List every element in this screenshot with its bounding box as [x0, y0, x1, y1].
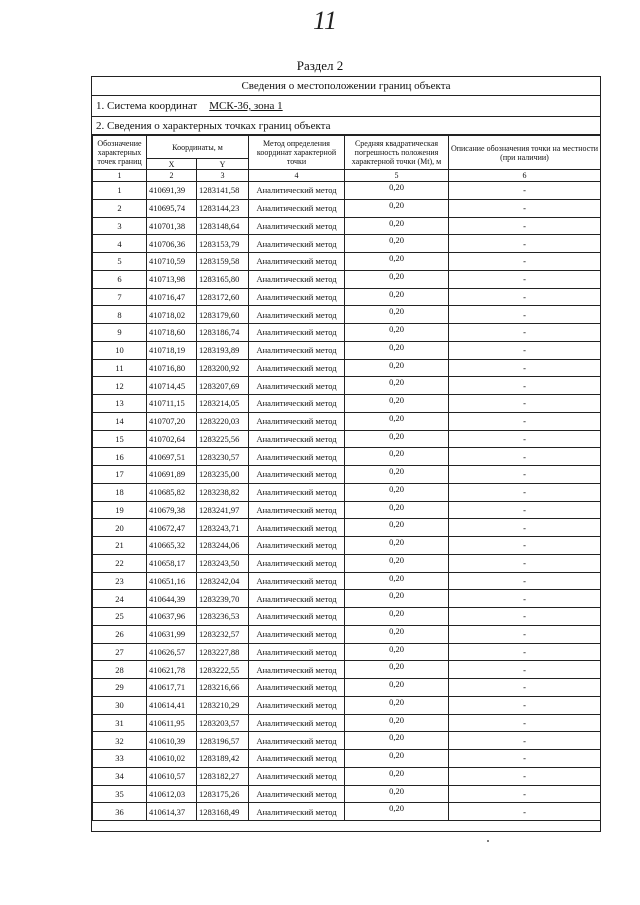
table-row	[93, 750, 601, 768]
x-coordinate-cell: 410679,38	[147, 501, 197, 519]
error-cell: 0,20	[345, 235, 449, 253]
table-row	[93, 767, 601, 785]
method-cell: Аналитический метод	[249, 750, 345, 768]
col-header-coordinates: Координаты, м	[147, 136, 249, 159]
description-cell: -	[449, 235, 601, 253]
y-coordinate-cell: 1283153,79	[197, 235, 249, 253]
table-row	[93, 395, 601, 413]
method-cell: Аналитический метод	[249, 253, 345, 271]
table-row	[93, 430, 601, 448]
coordinate-system-label: 1. Система координат	[96, 100, 198, 112]
method-cell: Аналитический метод	[249, 270, 345, 288]
point-number-cell: 6	[93, 270, 147, 288]
description-cell: -	[449, 537, 601, 555]
error-cell: 0,20	[345, 182, 449, 200]
x-coordinate-cell: 410651,16	[147, 572, 197, 590]
table-row	[93, 412, 601, 430]
col-header-method: Метод определения координат характерной точки	[249, 136, 345, 170]
method-cell: Аналитический метод	[249, 448, 345, 466]
error-cell: 0,20	[345, 625, 449, 643]
y-coordinate-cell: 1283189,42	[197, 750, 249, 768]
description-cell: -	[449, 341, 601, 359]
table-row	[93, 608, 601, 626]
x-coordinate-cell: 410713,98	[147, 270, 197, 288]
error-cell: 0,20	[345, 466, 449, 484]
y-coordinate-cell: 1283243,71	[197, 519, 249, 537]
point-number-cell: 16	[93, 448, 147, 466]
column-number: 2	[147, 170, 197, 182]
x-coordinate-cell: 410718,60	[147, 324, 197, 342]
boundary-points-table	[92, 135, 601, 821]
method-cell: Аналитический метод	[249, 430, 345, 448]
method-cell: Аналитический метод	[249, 359, 345, 377]
method-cell: Аналитический метод	[249, 537, 345, 555]
description-cell: -	[449, 554, 601, 572]
table-row	[93, 199, 601, 217]
y-coordinate-cell: 1283141,58	[197, 182, 249, 200]
x-coordinate-cell: 410631,99	[147, 625, 197, 643]
table-row	[93, 537, 601, 555]
method-cell: Аналитический метод	[249, 519, 345, 537]
col-header-y: Y	[197, 159, 249, 170]
x-coordinate-cell: 410617,71	[147, 679, 197, 697]
y-coordinate-cell: 1283220,03	[197, 412, 249, 430]
table-row	[93, 182, 601, 200]
description-cell: -	[449, 608, 601, 626]
error-cell: 0,20	[345, 803, 449, 821]
error-cell: 0,20	[345, 785, 449, 803]
table-body	[93, 182, 601, 821]
method-cell: Аналитический метод	[249, 306, 345, 324]
error-cell: 0,20	[345, 661, 449, 679]
description-cell: -	[449, 306, 601, 324]
x-coordinate-cell: 410701,38	[147, 217, 197, 235]
description-cell: -	[449, 785, 601, 803]
method-cell: Аналитический метод	[249, 554, 345, 572]
y-coordinate-cell: 1283179,60	[197, 306, 249, 324]
description-cell: -	[449, 501, 601, 519]
point-number-cell: 35	[93, 785, 147, 803]
x-coordinate-cell: 410612,03	[147, 785, 197, 803]
x-coordinate-cell: 410711,15	[147, 395, 197, 413]
x-coordinate-cell: 410707,20	[147, 412, 197, 430]
point-number-cell: 28	[93, 661, 147, 679]
error-cell: 0,20	[345, 643, 449, 661]
y-coordinate-cell: 1283214,05	[197, 395, 249, 413]
column-number: 6	[449, 170, 601, 182]
table-row	[93, 679, 601, 697]
x-coordinate-cell: 410644,39	[147, 590, 197, 608]
y-coordinate-cell: 1283144,23	[197, 199, 249, 217]
table-row	[93, 732, 601, 750]
error-cell: 0,20	[345, 306, 449, 324]
x-coordinate-cell: 410714,45	[147, 377, 197, 395]
y-coordinate-cell: 1283193,89	[197, 341, 249, 359]
point-number-cell: 34	[93, 767, 147, 785]
y-coordinate-cell: 1283244,06	[197, 537, 249, 555]
point-number-cell: 36	[93, 803, 147, 821]
x-coordinate-cell: 410610,02	[147, 750, 197, 768]
error-cell: 0,20	[345, 767, 449, 785]
method-cell: Аналитический метод	[249, 608, 345, 626]
description-cell: -	[449, 430, 601, 448]
error-cell: 0,20	[345, 572, 449, 590]
x-coordinate-cell: 410691,89	[147, 466, 197, 484]
method-cell: Аналитический метод	[249, 679, 345, 697]
y-coordinate-cell: 1283210,29	[197, 696, 249, 714]
point-number-cell: 19	[93, 501, 147, 519]
method-cell: Аналитический метод	[249, 572, 345, 590]
method-cell: Аналитический метод	[249, 483, 345, 501]
coordinate-system-row	[92, 96, 600, 117]
col-header-designation: Обозначение характерных точек границ	[93, 136, 147, 170]
point-number-cell: 31	[93, 714, 147, 732]
description-cell: -	[449, 359, 601, 377]
section-title: Раздел 2	[296, 58, 344, 73]
description-cell: -	[449, 377, 601, 395]
column-number: 3	[197, 170, 249, 182]
point-number-cell: 5	[93, 253, 147, 271]
y-coordinate-cell: 1283242,04	[197, 572, 249, 590]
error-cell: 0,20	[345, 679, 449, 697]
table-row	[93, 590, 601, 608]
point-number-cell: 22	[93, 554, 147, 572]
point-number-cell: 3	[93, 217, 147, 235]
error-cell: 0,20	[345, 324, 449, 342]
error-cell: 0,20	[345, 608, 449, 626]
point-number-cell: 1	[93, 182, 147, 200]
point-number-cell: 14	[93, 412, 147, 430]
col-header-description: Описание обозначения точки на местности (при наличии)	[449, 136, 601, 170]
description-cell: -	[449, 448, 601, 466]
table-row	[93, 661, 601, 679]
table-row	[93, 785, 601, 803]
error-cell: 0,20	[345, 554, 449, 572]
x-coordinate-cell: 410610,57	[147, 767, 197, 785]
y-coordinate-cell: 1283175,26	[197, 785, 249, 803]
point-number-cell: 26	[93, 625, 147, 643]
method-cell: Аналитический метод	[249, 377, 345, 395]
y-coordinate-cell: 1283241,97	[197, 501, 249, 519]
error-cell: 0,20	[345, 217, 449, 235]
description-cell: -	[449, 270, 601, 288]
y-coordinate-cell: 1283148,64	[197, 217, 249, 235]
method-cell: Аналитический метод	[249, 732, 345, 750]
method-cell: Аналитический метод	[249, 643, 345, 661]
x-coordinate-cell: 410710,59	[147, 253, 197, 271]
x-coordinate-cell: 410621,78	[147, 661, 197, 679]
table-row	[93, 288, 601, 306]
method-cell: Аналитический метод	[249, 217, 345, 235]
description-cell: -	[449, 625, 601, 643]
x-coordinate-cell: 410626,57	[147, 643, 197, 661]
error-cell: 0,20	[345, 199, 449, 217]
point-number-cell: 20	[93, 519, 147, 537]
table-row	[93, 217, 601, 235]
y-coordinate-cell: 1283225,56	[197, 430, 249, 448]
method-cell: Аналитический метод	[249, 466, 345, 484]
table-row	[93, 483, 601, 501]
boundary-points-table-frame	[91, 76, 601, 832]
column-number: 4	[249, 170, 345, 182]
description-cell: -	[449, 714, 601, 732]
x-coordinate-cell: 410702,64	[147, 430, 197, 448]
x-coordinate-cell: 410610,39	[147, 732, 197, 750]
x-coordinate-cell: 410665,32	[147, 537, 197, 555]
point-number-cell: 12	[93, 377, 147, 395]
error-cell: 0,20	[345, 537, 449, 555]
table-row	[93, 554, 601, 572]
point-number-cell: 32	[93, 732, 147, 750]
table-row	[93, 377, 601, 395]
method-cell: Аналитический метод	[249, 324, 345, 342]
error-cell: 0,20	[345, 448, 449, 466]
description-cell: -	[449, 483, 601, 501]
point-number-cell: 2	[93, 199, 147, 217]
description-cell: -	[449, 324, 601, 342]
description-cell: -	[449, 750, 601, 768]
description-cell: -	[449, 288, 601, 306]
method-cell: Аналитический метод	[249, 767, 345, 785]
description-cell: -	[449, 732, 601, 750]
coordinate-system-value: МСК-36, зона 1	[209, 100, 283, 112]
x-coordinate-cell: 410716,47	[147, 288, 197, 306]
method-cell: Аналитический метод	[249, 714, 345, 732]
y-coordinate-cell: 1283232,57	[197, 625, 249, 643]
x-coordinate-cell: 410658,17	[147, 554, 197, 572]
error-cell: 0,20	[345, 483, 449, 501]
point-number-cell: 15	[93, 430, 147, 448]
error-cell: 0,20	[345, 270, 449, 288]
description-cell: -	[449, 590, 601, 608]
table-row	[93, 643, 601, 661]
scan-speck	[487, 840, 489, 842]
y-coordinate-cell: 1283203,57	[197, 714, 249, 732]
point-number-cell: 9	[93, 324, 147, 342]
table-row	[93, 519, 601, 537]
x-coordinate-cell: 410697,51	[147, 448, 197, 466]
error-cell: 0,20	[345, 253, 449, 271]
method-cell: Аналитический метод	[249, 288, 345, 306]
error-cell: 0,20	[345, 430, 449, 448]
point-number-cell: 13	[93, 395, 147, 413]
table-row	[93, 253, 601, 271]
y-coordinate-cell: 1283200,92	[197, 359, 249, 377]
x-coordinate-cell: 410672,47	[147, 519, 197, 537]
y-coordinate-cell: 1283238,82	[197, 483, 249, 501]
point-number-cell: 10	[93, 341, 147, 359]
x-coordinate-cell: 410691,39	[147, 182, 197, 200]
point-number-cell: 27	[93, 643, 147, 661]
description-cell: -	[449, 572, 601, 590]
description-cell: -	[449, 199, 601, 217]
y-coordinate-cell: 1283172,60	[197, 288, 249, 306]
y-coordinate-cell: 1283182,27	[197, 767, 249, 785]
col-header-x: X	[147, 159, 197, 170]
error-cell: 0,20	[345, 412, 449, 430]
description-cell: -	[449, 466, 601, 484]
point-number-cell: 17	[93, 466, 147, 484]
point-number-cell: 4	[93, 235, 147, 253]
error-cell: 0,20	[345, 377, 449, 395]
method-cell: Аналитический метод	[249, 625, 345, 643]
x-coordinate-cell: 410685,82	[147, 483, 197, 501]
method-cell: Аналитический метод	[249, 412, 345, 430]
x-coordinate-cell: 410718,19	[147, 341, 197, 359]
error-cell: 0,20	[345, 341, 449, 359]
method-cell: Аналитический метод	[249, 501, 345, 519]
point-number-cell: 24	[93, 590, 147, 608]
method-cell: Аналитический метод	[249, 182, 345, 200]
point-number-cell: 21	[93, 537, 147, 555]
column-numbers-row	[93, 170, 601, 182]
x-coordinate-cell: 410637,96	[147, 608, 197, 626]
error-cell: 0,20	[345, 714, 449, 732]
table-row	[93, 714, 601, 732]
error-cell: 0,20	[345, 732, 449, 750]
method-cell: Аналитический метод	[249, 785, 345, 803]
y-coordinate-cell: 1283236,53	[197, 608, 249, 626]
column-number: 1	[93, 170, 147, 182]
x-coordinate-cell: 410614,37	[147, 803, 197, 821]
y-coordinate-cell: 1283230,57	[197, 448, 249, 466]
table-row	[93, 572, 601, 590]
point-number-cell: 25	[93, 608, 147, 626]
x-coordinate-cell: 410716,80	[147, 359, 197, 377]
error-cell: 0,20	[345, 359, 449, 377]
description-cell: -	[449, 696, 601, 714]
method-cell: Аналитический метод	[249, 803, 345, 821]
description-cell: -	[449, 519, 601, 537]
description-cell: -	[449, 217, 601, 235]
error-cell: 0,20	[345, 395, 449, 413]
description-cell: -	[449, 803, 601, 821]
y-coordinate-cell: 1283165,80	[197, 270, 249, 288]
description-cell: -	[449, 767, 601, 785]
table-row	[93, 270, 601, 288]
y-coordinate-cell: 1283235,00	[197, 466, 249, 484]
method-cell: Аналитический метод	[249, 395, 345, 413]
description-cell: -	[449, 643, 601, 661]
point-number-cell: 7	[93, 288, 147, 306]
error-cell: 0,20	[345, 501, 449, 519]
column-number: 5	[345, 170, 449, 182]
table-row	[93, 501, 601, 519]
table-row	[93, 466, 601, 484]
method-cell: Аналитический метод	[249, 696, 345, 714]
error-cell: 0,20	[345, 288, 449, 306]
error-cell: 0,20	[345, 519, 449, 537]
method-cell: Аналитический метод	[249, 590, 345, 608]
y-coordinate-cell: 1283207,69	[197, 377, 249, 395]
y-coordinate-cell: 1283168,49	[197, 803, 249, 821]
point-number-cell: 29	[93, 679, 147, 697]
x-coordinate-cell: 410611,95	[147, 714, 197, 732]
error-cell: 0,20	[345, 590, 449, 608]
y-coordinate-cell: 1283239,70	[197, 590, 249, 608]
y-coordinate-cell: 1283222,55	[197, 661, 249, 679]
description-cell: -	[449, 253, 601, 271]
y-coordinate-cell: 1283243,50	[197, 554, 249, 572]
method-cell: Аналитический метод	[249, 199, 345, 217]
y-coordinate-cell: 1283216,66	[197, 679, 249, 697]
y-coordinate-cell: 1283159,58	[197, 253, 249, 271]
point-number-cell: 11	[93, 359, 147, 377]
x-coordinate-cell: 410695,74	[147, 199, 197, 217]
table-row	[93, 625, 601, 643]
error-cell: 0,20	[345, 750, 449, 768]
description-cell: -	[449, 679, 601, 697]
description-cell: -	[449, 661, 601, 679]
point-number-cell: 18	[93, 483, 147, 501]
point-number-cell: 8	[93, 306, 147, 324]
method-cell: Аналитический метод	[249, 235, 345, 253]
table-row	[93, 448, 601, 466]
point-number-cell: 33	[93, 750, 147, 768]
method-cell: Аналитический метод	[249, 661, 345, 679]
points-heading: 2. Сведения о характерных точках границ объекта	[92, 117, 600, 135]
description-cell: -	[449, 395, 601, 413]
error-cell: 0,20	[345, 696, 449, 714]
table-row	[93, 803, 601, 821]
table-row	[93, 306, 601, 324]
x-coordinate-cell: 410614,41	[147, 696, 197, 714]
table-row	[93, 359, 601, 377]
page-number: 11	[312, 6, 338, 35]
x-coordinate-cell: 410718,02	[147, 306, 197, 324]
point-number-cell: 23	[93, 572, 147, 590]
table-title: Сведения о местоположении границ объекта	[92, 77, 600, 96]
col-header-error: Средняя квадратическая погрешность положения характерной точки (Mt), м	[345, 136, 449, 170]
table-row	[93, 341, 601, 359]
x-coordinate-cell: 410706,36	[147, 235, 197, 253]
table-row	[93, 235, 601, 253]
y-coordinate-cell: 1283186,74	[197, 324, 249, 342]
table-row	[93, 324, 601, 342]
point-number-cell: 30	[93, 696, 147, 714]
y-coordinate-cell: 1283227,88	[197, 643, 249, 661]
description-cell: -	[449, 182, 601, 200]
y-coordinate-cell: 1283196,57	[197, 732, 249, 750]
table-row	[93, 696, 601, 714]
method-cell: Аналитический метод	[249, 341, 345, 359]
description-cell: -	[449, 412, 601, 430]
